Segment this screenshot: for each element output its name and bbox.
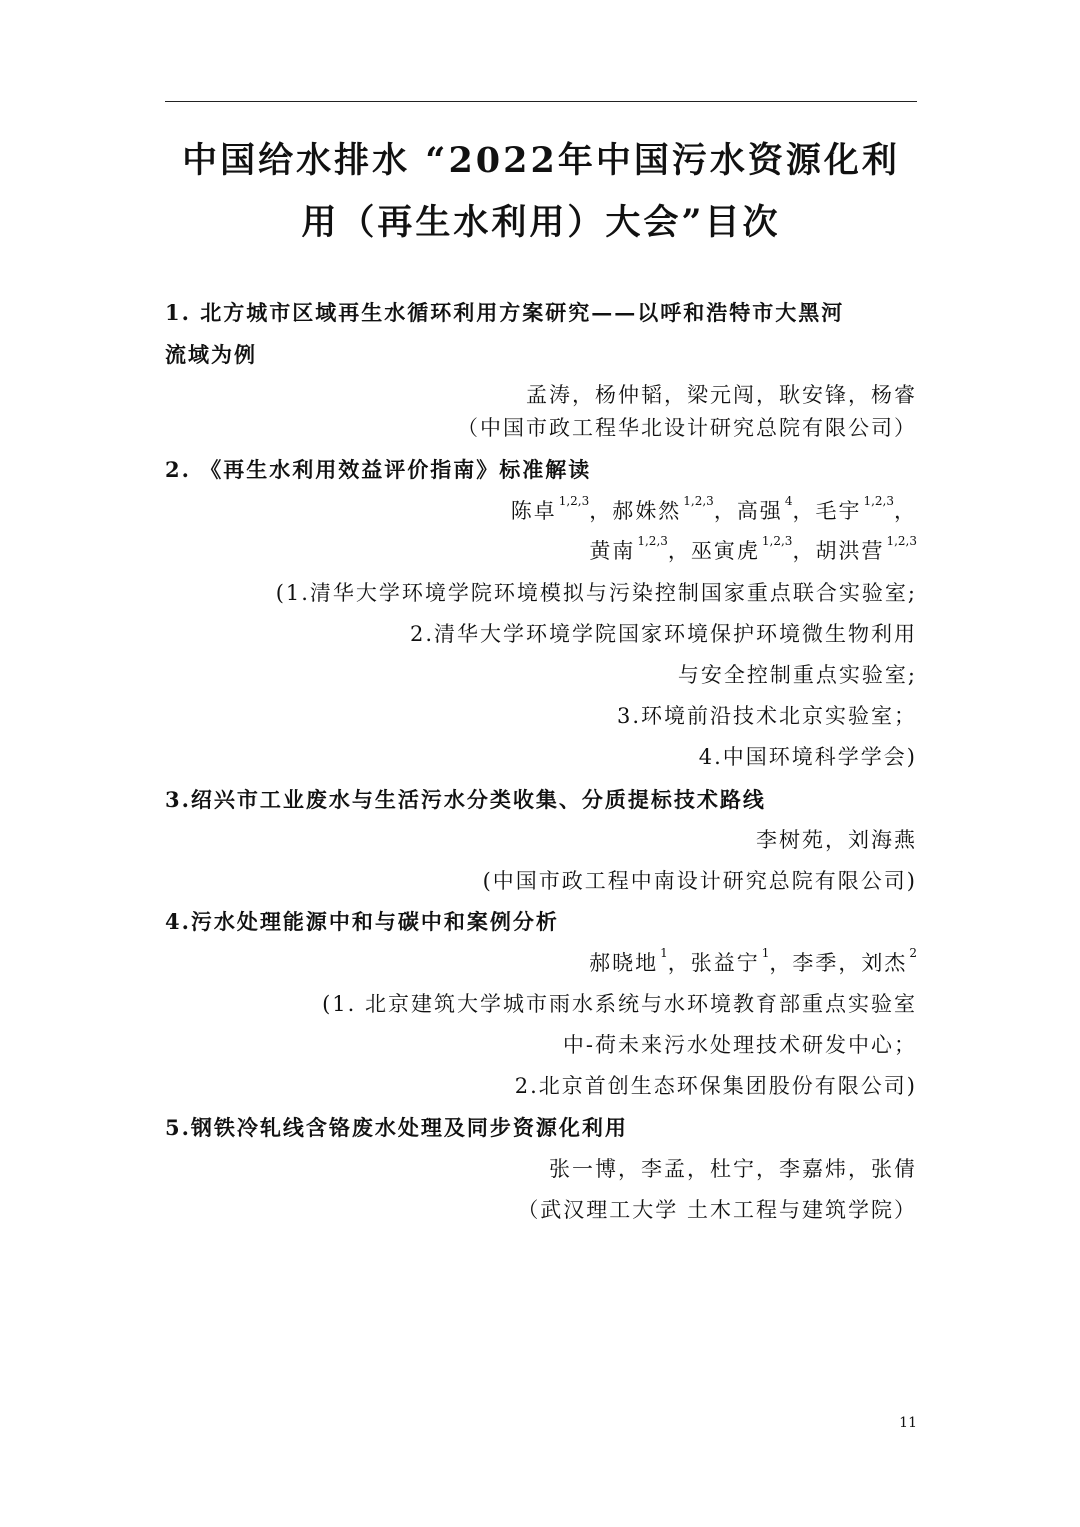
entry-1-title-line-2: 流域为例 — [165, 342, 257, 367]
author-affil-sup: 1,2,3 — [761, 534, 793, 548]
entry-2-affiliation-line-3: 与安全控制重点实验室; — [677, 663, 917, 687]
header-rule — [165, 101, 917, 102]
entry-2-authors-line-2: 黄南 $^{1,2,3}$，巫寅虎 $^{1,2,3}$，胡洪营 $^{1,2,3}$ — [589, 534, 917, 563]
author-name: 张益宁 — [690, 951, 760, 975]
author-affil-sup: 1 — [660, 946, 668, 960]
entry-4-affiliation-line-1: (1. 北京建筑大学城市雨水系统与水环境教育部重点实验室 — [322, 992, 917, 1016]
author-affil-sup: 4 — [784, 494, 793, 508]
author-name: 高强 — [736, 499, 783, 523]
entry-1-affiliation: （中国市政工程华北设计研究总院有限公司） — [457, 416, 917, 440]
author-affil-sup: 1,2,3 — [863, 494, 894, 508]
entry-5-affiliation: （武汉理工大学 土木工程与建筑学院） — [517, 1198, 917, 1222]
author-name: 郝姝然 — [612, 499, 682, 523]
author-name: 陈卓 — [510, 499, 557, 523]
author-name: 李季 — [792, 951, 839, 975]
author-affil-sup: 1,2,3 — [683, 494, 714, 508]
author-name: 郝晓地 — [589, 951, 659, 975]
entry-2-affiliation-line-2: 2.清华大学环境学院国家环境保护环境微生物利用 — [409, 622, 917, 646]
entry-5-authors: 张一博，李孟，杜宁，李嘉炜，张倩 — [549, 1157, 917, 1181]
entry-4-affiliation-line-2: 中-荷未来污水处理技术研发中心； — [562, 1033, 917, 1057]
entry-2-affiliation-line-5: 4.中国环境科学学会) — [698, 745, 917, 769]
author-name: 刘杰 — [861, 951, 908, 975]
entry-1-title-line-1: 1. 北方城市区域再生水循环利用方案研究——以呼和浩特市大黑河 — [165, 300, 845, 325]
author-affil-sup: 1 — [761, 946, 770, 960]
entry-2-authors-line-1: 陈卓 $^{1,2,3}$，郝姝然 $^{1,2,3}$，高强 $^4$，毛宇 $^{1,2,3}$， — [510, 494, 917, 523]
entry-3-affiliation: (中国市政工程中南设计研究总院有限公司) — [482, 869, 917, 893]
entry-5-title: 5.钢铁冷轧线含铬废水处理及同步资源化利用 — [165, 1115, 628, 1140]
entry-4-title: 4.污水处理能源中和与碳中和案例分析 — [165, 909, 559, 934]
entry-4-authors: 郝晓地 $^1$，张益宁 $^1$，李季，刘杰 $^2$ — [589, 946, 917, 975]
entry-2-affiliation-line-1: (1.清华大学环境学院环境模拟与污染控制国家重点联合实验室; — [275, 581, 917, 605]
author-affil-sup: 1,2,3 — [558, 494, 590, 508]
entry-2-affiliation-line-4: 3.环境前沿技术北京实验室； — [616, 704, 917, 728]
author-affil-sup: 2 — [909, 946, 917, 960]
author-name: 巫寅虎 — [690, 539, 760, 563]
entry-1-authors: 孟涛，杨仲韬，梁元闯，耿安锋，杨睿 — [526, 383, 917, 407]
page-number: 11 — [899, 1415, 917, 1431]
title-line-1: 中国给水排水 “2022年中国污水资源化利 — [182, 140, 900, 181]
author-affil-sup: 1,2,3 — [637, 534, 668, 548]
entry-2-title: 2. 《再生水利用效益评价指南》标准解读 — [165, 457, 592, 482]
author-name: 毛宇 — [815, 499, 862, 523]
author-name: 黄南 — [589, 539, 636, 563]
page-title — [165, 130, 917, 254]
author-affil-sup: 1,2,3 — [886, 534, 917, 548]
title-line-2: 用（再生水利用）大会”目次 — [301, 202, 781, 243]
author-name: 胡洪营 — [815, 539, 885, 563]
entry-3-title: 3.绍兴市工业废水与生活污水分类收集、分质提标技术路线 — [165, 787, 766, 812]
entry-4-affiliation-line-3: 2.北京首创生态环保集团股份有限公司) — [514, 1074, 917, 1098]
entry-3-authors: 李树苑，刘海燕 — [756, 828, 917, 852]
